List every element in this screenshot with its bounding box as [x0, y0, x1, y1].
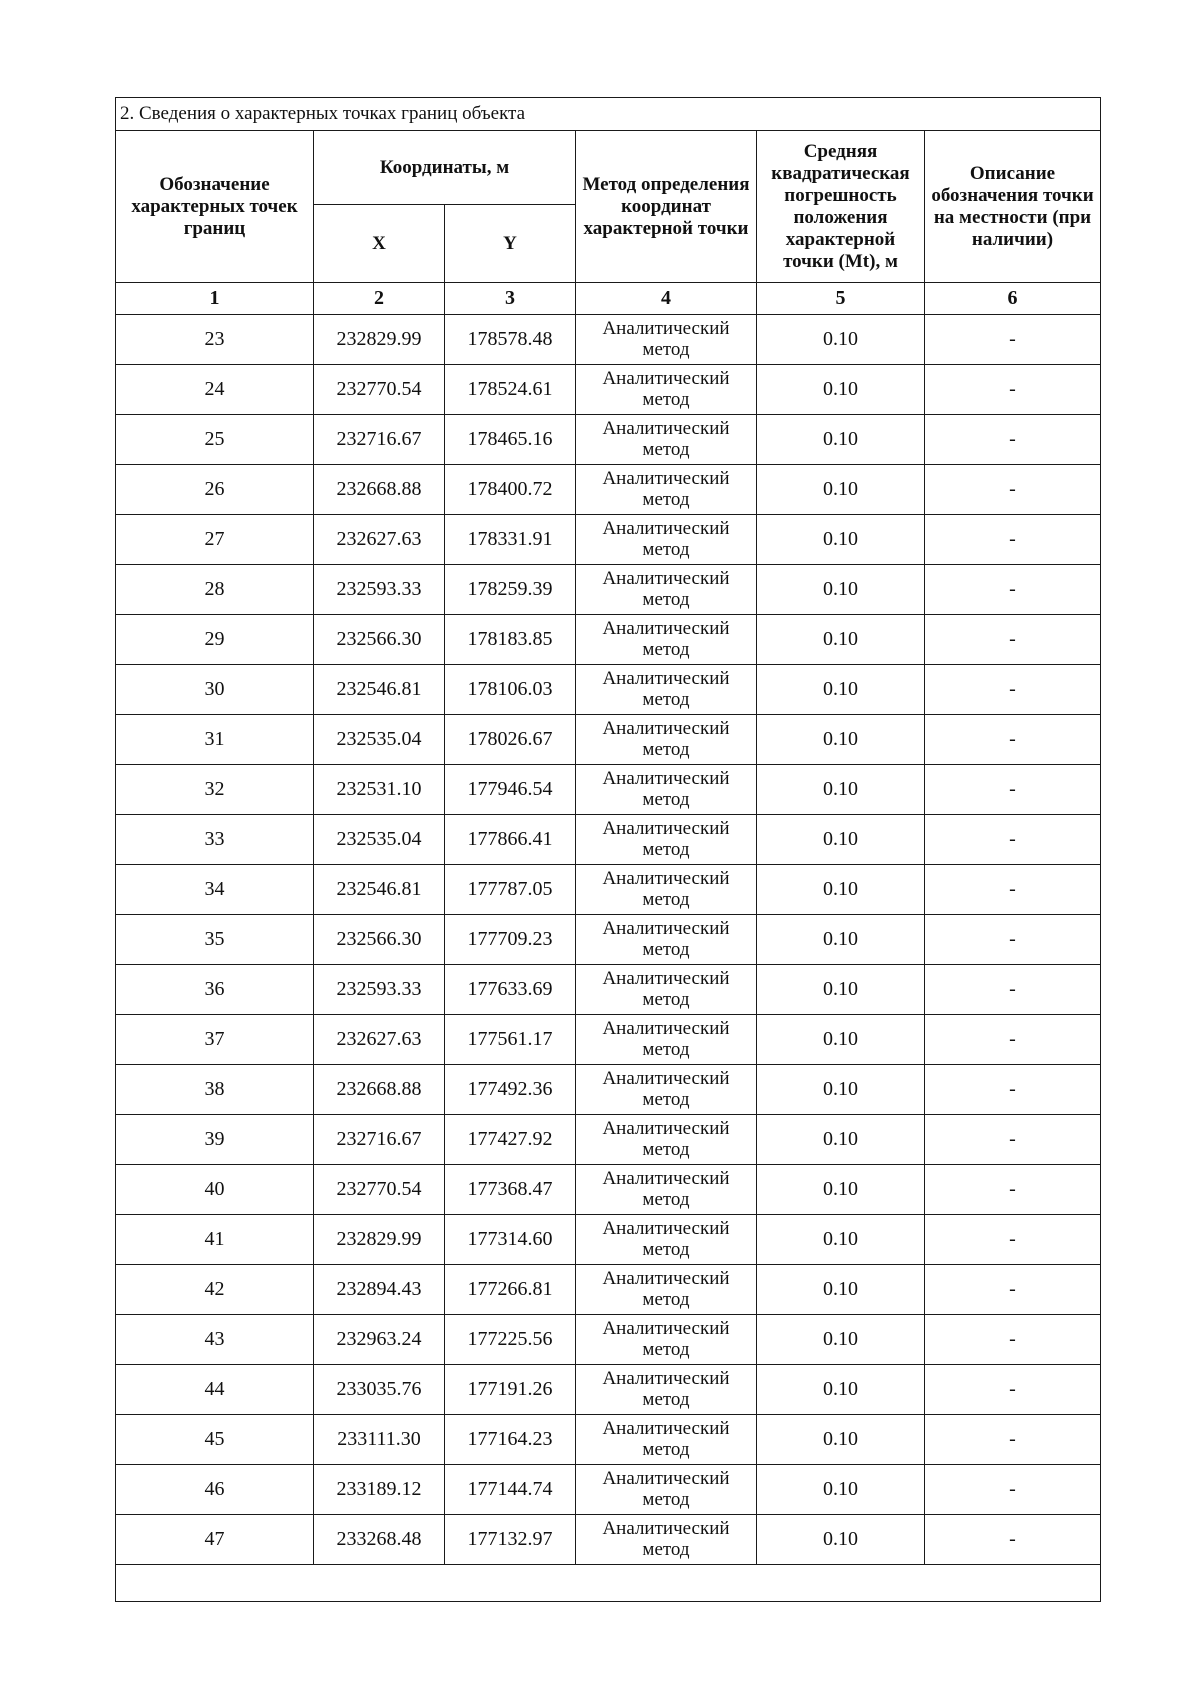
description-cell: -: [925, 1265, 1101, 1315]
error-cell: 0.10: [757, 1215, 925, 1265]
point-number-cell: 25: [116, 415, 314, 465]
x-coordinate-cell: 232593.33: [314, 565, 445, 615]
x-coordinate-cell: 232627.63: [314, 515, 445, 565]
x-coordinate-cell: 232829.99: [314, 1215, 445, 1265]
point-number-cell: 37: [116, 1015, 314, 1065]
description-cell: -: [925, 365, 1101, 415]
description-cell: -: [925, 515, 1101, 565]
error-cell: 0.10: [757, 415, 925, 465]
error-cell: 0.10: [757, 515, 925, 565]
method-cell: Аналитический метод: [576, 665, 757, 715]
error-cell: 0.10: [757, 315, 925, 365]
method-cell: Аналитический метод: [576, 1315, 757, 1365]
y-coordinate-cell: 178259.39: [445, 565, 576, 615]
error-cell: 0.10: [757, 1365, 925, 1415]
error-cell: 0.10: [757, 965, 925, 1015]
x-coordinate-cell: 233035.76: [314, 1365, 445, 1415]
table-row: [116, 665, 1101, 715]
column-number: 4: [576, 283, 757, 315]
table-row: [116, 465, 1101, 515]
error-cell: 0.10: [757, 1315, 925, 1365]
point-number-cell: 34: [116, 865, 314, 915]
table-row: [116, 315, 1101, 365]
x-coordinate-cell: 232627.63: [314, 1015, 445, 1065]
error-cell: 0.10: [757, 815, 925, 865]
header-method: Метод определения координат характерной точки: [576, 131, 757, 283]
y-coordinate-cell: 177633.69: [445, 965, 576, 1015]
y-coordinate-cell: 178183.85: [445, 615, 576, 665]
method-cell: Аналитический метод: [576, 365, 757, 415]
description-cell: -: [925, 765, 1101, 815]
description-cell: -: [925, 1215, 1101, 1265]
point-number-cell: 23: [116, 315, 314, 365]
method-cell: Аналитический метод: [576, 865, 757, 915]
description-cell: -: [925, 615, 1101, 665]
column-number: 5: [757, 283, 925, 315]
description-cell: -: [925, 1115, 1101, 1165]
point-number-cell: 26: [116, 465, 314, 515]
point-number-cell: 35: [116, 915, 314, 965]
error-cell: 0.10: [757, 765, 925, 815]
x-coordinate-cell: 232566.30: [314, 615, 445, 665]
column-number: 1: [116, 283, 314, 315]
y-coordinate-cell: 177225.56: [445, 1315, 576, 1365]
description-cell: -: [925, 1465, 1101, 1515]
x-coordinate-cell: 232668.88: [314, 465, 445, 515]
x-coordinate-cell: 233268.48: [314, 1515, 445, 1565]
point-number-cell: 33: [116, 815, 314, 865]
table-trailer-row: [116, 1565, 1101, 1602]
point-number-cell: 45: [116, 1415, 314, 1465]
column-numbers-row: [116, 283, 1101, 315]
description-cell: -: [925, 315, 1101, 365]
y-coordinate-cell: 177164.23: [445, 1415, 576, 1465]
table-row: [116, 515, 1101, 565]
header-x: X: [314, 205, 445, 283]
empty-trailer-cell: [116, 1565, 1101, 1602]
x-coordinate-cell: 232770.54: [314, 1165, 445, 1215]
point-number-cell: 39: [116, 1115, 314, 1165]
method-cell: Аналитический метод: [576, 815, 757, 865]
error-cell: 0.10: [757, 1165, 925, 1215]
table-row: [116, 1515, 1101, 1565]
method-cell: Аналитический метод: [576, 415, 757, 465]
point-number-cell: 27: [116, 515, 314, 565]
table-row: [116, 1165, 1101, 1215]
table-row: [116, 1365, 1101, 1415]
method-cell: Аналитический метод: [576, 1115, 757, 1165]
x-coordinate-cell: 232668.88: [314, 1065, 445, 1115]
header-error: Средняя квадратическая погрешность положения характерной точки (Mt), м: [757, 131, 925, 283]
table-row: [116, 1415, 1101, 1465]
error-cell: 0.10: [757, 1115, 925, 1165]
error-cell: 0.10: [757, 1465, 925, 1515]
section-title: 2. Сведения о характерных точках границ объекта: [116, 98, 1101, 131]
description-cell: -: [925, 965, 1101, 1015]
x-coordinate-cell: 232535.04: [314, 715, 445, 765]
y-coordinate-cell: 177787.05: [445, 865, 576, 915]
error-cell: 0.10: [757, 865, 925, 915]
x-coordinate-cell: 232546.81: [314, 665, 445, 715]
description-cell: -: [925, 565, 1101, 615]
description-cell: -: [925, 715, 1101, 765]
point-number-cell: 44: [116, 1365, 314, 1415]
method-cell: Аналитический метод: [576, 765, 757, 815]
point-number-cell: 36: [116, 965, 314, 1015]
x-coordinate-cell: 233111.30: [314, 1415, 445, 1465]
point-number-cell: 28: [116, 565, 314, 615]
description-cell: -: [925, 1365, 1101, 1415]
table-row: [116, 965, 1101, 1015]
y-coordinate-cell: 177132.97: [445, 1515, 576, 1565]
method-cell: Аналитический метод: [576, 715, 757, 765]
description-cell: -: [925, 1165, 1101, 1215]
description-cell: -: [925, 1415, 1101, 1465]
x-coordinate-cell: 232546.81: [314, 865, 445, 915]
table-row: [116, 915, 1101, 965]
method-cell: Аналитический метод: [576, 1415, 757, 1465]
y-coordinate-cell: 178524.61: [445, 365, 576, 415]
table-row: [116, 1065, 1101, 1115]
point-number-cell: 43: [116, 1315, 314, 1365]
table-body: [116, 315, 1101, 1565]
table-row: [116, 415, 1101, 465]
method-cell: Аналитический метод: [576, 1065, 757, 1115]
table-row: [116, 765, 1101, 815]
method-cell: Аналитический метод: [576, 1465, 757, 1515]
method-cell: Аналитический метод: [576, 1165, 757, 1215]
point-number-cell: 31: [116, 715, 314, 765]
method-cell: Аналитический метод: [576, 1015, 757, 1065]
point-number-cell: 47: [116, 1515, 314, 1565]
point-number-cell: 32: [116, 765, 314, 815]
x-coordinate-cell: 232593.33: [314, 965, 445, 1015]
error-cell: 0.10: [757, 1265, 925, 1315]
error-cell: 0.10: [757, 1415, 925, 1465]
table-row: [116, 615, 1101, 665]
method-cell: Аналитический метод: [576, 1215, 757, 1265]
error-cell: 0.10: [757, 365, 925, 415]
y-coordinate-cell: 178026.67: [445, 715, 576, 765]
error-cell: 0.10: [757, 715, 925, 765]
method-cell: Аналитический метод: [576, 965, 757, 1015]
method-cell: Аналитический метод: [576, 565, 757, 615]
header-designation: Обозначение характерных точек границ: [116, 131, 314, 283]
description-cell: -: [925, 1015, 1101, 1065]
point-number-cell: 29: [116, 615, 314, 665]
y-coordinate-cell: 177144.74: [445, 1465, 576, 1515]
x-coordinate-cell: 232963.24: [314, 1315, 445, 1365]
error-cell: 0.10: [757, 565, 925, 615]
y-coordinate-cell: 177866.41: [445, 815, 576, 865]
table-row: [116, 365, 1101, 415]
error-cell: 0.10: [757, 915, 925, 965]
point-number-cell: 24: [116, 365, 314, 415]
y-coordinate-cell: 178578.48: [445, 315, 576, 365]
table-row: [116, 1465, 1101, 1515]
point-number-cell: 41: [116, 1215, 314, 1265]
method-cell: Аналитический метод: [576, 915, 757, 965]
description-cell: -: [925, 415, 1101, 465]
column-number: 2: [314, 283, 445, 315]
y-coordinate-cell: 177314.60: [445, 1215, 576, 1265]
table-row: [116, 715, 1101, 765]
error-cell: 0.10: [757, 1015, 925, 1065]
point-number-cell: 38: [116, 1065, 314, 1115]
point-number-cell: 40: [116, 1165, 314, 1215]
y-coordinate-cell: 178331.91: [445, 515, 576, 565]
table-row: [116, 1315, 1101, 1365]
header-y: Y: [445, 205, 576, 283]
table-row: [116, 1265, 1101, 1315]
y-coordinate-cell: 177427.92: [445, 1115, 576, 1165]
error-cell: 0.10: [757, 665, 925, 715]
table-row: [116, 1115, 1101, 1165]
method-cell: Аналитический метод: [576, 1265, 757, 1315]
x-coordinate-cell: 232531.10: [314, 765, 445, 815]
x-coordinate-cell: 232566.30: [314, 915, 445, 965]
x-coordinate-cell: 232716.67: [314, 415, 445, 465]
x-coordinate-cell: 232829.99: [314, 315, 445, 365]
method-cell: Аналитический метод: [576, 465, 757, 515]
table-row: [116, 565, 1101, 615]
error-cell: 0.10: [757, 1065, 925, 1115]
description-cell: -: [925, 1315, 1101, 1365]
method-cell: Аналитический метод: [576, 515, 757, 565]
description-cell: -: [925, 865, 1101, 915]
header-coordinates: Координаты, м: [314, 131, 576, 205]
boundary-points-table: [115, 97, 1101, 1602]
table-row: [116, 1015, 1101, 1065]
y-coordinate-cell: 177561.17: [445, 1015, 576, 1065]
description-cell: -: [925, 815, 1101, 865]
error-cell: 0.10: [757, 1515, 925, 1565]
method-cell: Аналитический метод: [576, 315, 757, 365]
x-coordinate-cell: 232770.54: [314, 365, 445, 415]
y-coordinate-cell: 178400.72: [445, 465, 576, 515]
y-coordinate-cell: 177266.81: [445, 1265, 576, 1315]
y-coordinate-cell: 178106.03: [445, 665, 576, 715]
y-coordinate-cell: 177492.36: [445, 1065, 576, 1115]
description-cell: -: [925, 1065, 1101, 1115]
x-coordinate-cell: 233189.12: [314, 1465, 445, 1515]
y-coordinate-cell: 177368.47: [445, 1165, 576, 1215]
header-description: Описание обозначения точки на местности (при наличии): [925, 131, 1101, 283]
x-coordinate-cell: 232716.67: [314, 1115, 445, 1165]
error-cell: 0.10: [757, 465, 925, 515]
method-cell: Аналитический метод: [576, 1515, 757, 1565]
y-coordinate-cell: 177946.54: [445, 765, 576, 815]
description-cell: -: [925, 465, 1101, 515]
y-coordinate-cell: 178465.16: [445, 415, 576, 465]
table-row: [116, 865, 1101, 915]
point-number-cell: 46: [116, 1465, 314, 1515]
table-row: [116, 815, 1101, 865]
column-number: 3: [445, 283, 576, 315]
point-number-cell: 42: [116, 1265, 314, 1315]
error-cell: 0.10: [757, 615, 925, 665]
table-row: [116, 1215, 1101, 1265]
y-coordinate-cell: 177191.26: [445, 1365, 576, 1415]
method-cell: Аналитический метод: [576, 615, 757, 665]
x-coordinate-cell: 232535.04: [314, 815, 445, 865]
description-cell: -: [925, 915, 1101, 965]
description-cell: -: [925, 1515, 1101, 1565]
method-cell: Аналитический метод: [576, 1365, 757, 1415]
description-cell: -: [925, 665, 1101, 715]
y-coordinate-cell: 177709.23: [445, 915, 576, 965]
x-coordinate-cell: 232894.43: [314, 1265, 445, 1315]
document-sheet: [115, 97, 1100, 1602]
point-number-cell: 30: [116, 665, 314, 715]
column-number: 6: [925, 283, 1101, 315]
